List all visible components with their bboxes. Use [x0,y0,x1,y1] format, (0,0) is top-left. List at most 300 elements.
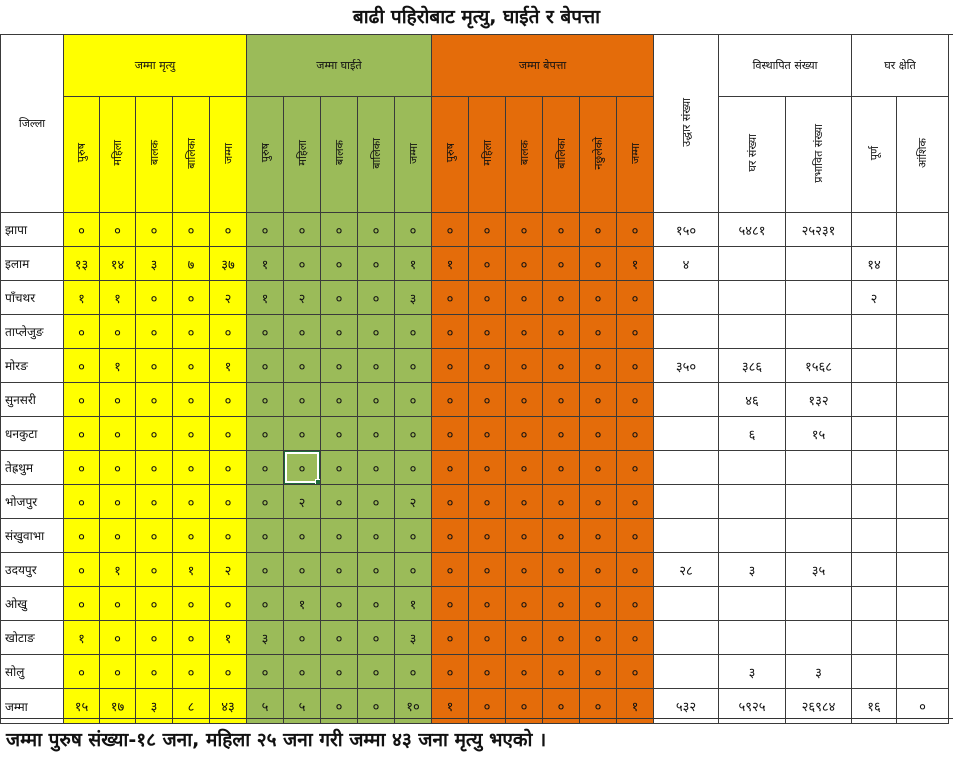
deaths-cell[interactable] [173,417,210,451]
injured-cell[interactable] [284,519,321,553]
deaths-cell[interactable] [173,383,210,417]
houses-cell[interactable] [719,213,786,247]
missing-cell[interactable] [617,655,654,689]
missing-cell[interactable] [469,247,506,281]
injured-cell[interactable] [284,417,321,451]
injured-cell[interactable] [321,383,358,417]
injured-cell[interactable] [358,655,395,689]
missing-cell[interactable] [506,553,543,587]
missing-cell[interactable] [543,247,580,281]
deaths-cell[interactable] [173,621,210,655]
deaths-cell[interactable] [136,553,173,587]
missing-cell[interactable] [617,281,654,315]
affected-cell[interactable] [786,247,852,281]
houses-cell[interactable] [719,417,786,451]
deaths-cell[interactable] [136,349,173,383]
injured-cell[interactable] [395,383,432,417]
full-damage-cell[interactable] [852,383,897,417]
missing-cell[interactable] [617,621,654,655]
deaths-cell[interactable] [136,383,173,417]
houses-cell[interactable] [719,519,786,553]
partial-damage-cell[interactable] [897,315,949,349]
houses-cell[interactable] [719,281,786,315]
missing-cell[interactable] [432,451,469,485]
missing-cell[interactable] [617,383,654,417]
missing-cell[interactable] [469,383,506,417]
missing-cell[interactable] [617,519,654,553]
injured-cell[interactable] [395,349,432,383]
deaths-cell[interactable] [64,451,100,485]
missing-cell[interactable] [469,281,506,315]
rescued-cell[interactable] [654,315,719,349]
injured-cell[interactable] [395,655,432,689]
deaths-cell[interactable] [64,281,100,315]
fill-handle[interactable] [315,479,321,485]
injured-cell[interactable] [321,451,358,485]
affected-cell[interactable] [786,485,852,519]
deaths-cell[interactable] [64,587,100,621]
deaths-cell[interactable] [64,417,100,451]
missing-cell[interactable] [432,383,469,417]
deaths-cell[interactable] [173,655,210,689]
injured-cell[interactable] [395,213,432,247]
deaths-cell[interactable] [173,247,210,281]
deaths-cell[interactable] [100,247,136,281]
missing-cell[interactable] [469,519,506,553]
missing-cell[interactable] [543,383,580,417]
affected-cell[interactable] [786,621,852,655]
missing-cell[interactable] [543,281,580,315]
district-cell[interactable] [1,315,64,349]
injured-cell[interactable] [247,349,284,383]
injured-cell[interactable] [284,213,321,247]
affected-cell[interactable] [786,655,852,689]
rescued-cell[interactable] [654,519,719,553]
affected-cell[interactable] [786,315,852,349]
injured-cell[interactable] [321,587,358,621]
injured-cell[interactable] [395,621,432,655]
injured-cell[interactable] [321,417,358,451]
partial-damage-cell[interactable] [897,349,949,383]
houses-cell[interactable] [719,587,786,621]
missing-cell[interactable] [580,417,617,451]
deaths-cell[interactable] [173,587,210,621]
full-damage-cell[interactable] [852,417,897,451]
injured-cell[interactable] [321,247,358,281]
missing-cell[interactable] [469,315,506,349]
injured-cell[interactable] [358,621,395,655]
partial-damage-cell[interactable] [897,281,949,315]
full-damage-cell[interactable] [852,451,897,485]
injured-cell[interactable] [247,621,284,655]
missing-cell[interactable] [580,383,617,417]
missing-cell[interactable] [543,587,580,621]
deaths-cell[interactable] [210,451,247,485]
missing-cell[interactable] [617,315,654,349]
full-damage-cell[interactable] [852,213,897,247]
deaths-cell[interactable] [100,417,136,451]
injured-cell[interactable] [321,621,358,655]
missing-cell[interactable] [432,519,469,553]
missing-cell[interactable] [580,315,617,349]
rescued-cell[interactable] [654,417,719,451]
district-cell[interactable] [1,247,64,281]
missing-cell[interactable] [580,587,617,621]
missing-cell[interactable] [506,213,543,247]
deaths-cell[interactable] [100,383,136,417]
injured-cell[interactable] [321,349,358,383]
injured-cell[interactable] [247,519,284,553]
partial-damage-cell[interactable] [897,655,949,689]
injured-cell[interactable] [284,383,321,417]
missing-cell[interactable] [506,349,543,383]
missing-cell[interactable] [432,417,469,451]
missing-cell[interactable] [543,417,580,451]
injured-cell[interactable] [321,315,358,349]
missing-cell[interactable] [543,349,580,383]
injured-cell[interactable] [247,655,284,689]
missing-cell[interactable] [617,417,654,451]
deaths-cell[interactable] [136,655,173,689]
rescued-cell[interactable] [654,451,719,485]
injured-cell[interactable] [395,417,432,451]
deaths-cell[interactable] [64,655,100,689]
injured-cell[interactable] [358,587,395,621]
injured-cell[interactable] [358,349,395,383]
missing-cell[interactable] [506,451,543,485]
full-damage-cell[interactable] [852,315,897,349]
injured-cell[interactable] [358,213,395,247]
full-damage-cell[interactable] [852,485,897,519]
missing-cell[interactable] [469,349,506,383]
partial-damage-cell[interactable] [897,587,949,621]
injured-cell[interactable] [284,621,321,655]
missing-cell[interactable] [580,485,617,519]
partial-damage-cell[interactable] [897,247,949,281]
missing-cell[interactable] [617,485,654,519]
rescued-cell[interactable] [654,349,719,383]
missing-cell[interactable] [617,553,654,587]
injured-cell[interactable] [321,485,358,519]
deaths-cell[interactable] [64,553,100,587]
missing-cell[interactable] [506,655,543,689]
deaths-cell[interactable] [210,247,247,281]
missing-cell[interactable] [543,621,580,655]
deaths-cell[interactable] [64,383,100,417]
missing-cell[interactable] [543,553,580,587]
deaths-cell[interactable] [100,519,136,553]
deaths-cell[interactable] [210,587,247,621]
rescued-cell[interactable] [654,587,719,621]
missing-cell[interactable] [432,281,469,315]
injured-cell[interactable] [247,213,284,247]
missing-cell[interactable] [469,485,506,519]
injured-cell[interactable] [358,485,395,519]
injured-cell[interactable] [358,451,395,485]
missing-cell[interactable] [617,213,654,247]
injured-cell[interactable] [358,281,395,315]
district-cell[interactable] [1,383,64,417]
injured-cell[interactable] [358,315,395,349]
injured-cell[interactable] [284,451,321,485]
deaths-cell[interactable] [100,281,136,315]
deaths-cell[interactable] [64,621,100,655]
partial-damage-cell[interactable] [897,383,949,417]
houses-cell[interactable] [719,621,786,655]
district-cell[interactable] [1,349,64,383]
deaths-cell[interactable] [136,587,173,621]
missing-cell[interactable] [580,247,617,281]
missing-cell[interactable] [432,621,469,655]
injured-cell[interactable] [395,587,432,621]
full-damage-cell[interactable] [852,281,897,315]
deaths-cell[interactable] [136,315,173,349]
injured-cell[interactable] [247,247,284,281]
district-cell[interactable] [1,553,64,587]
partial-damage-cell[interactable] [897,621,949,655]
rescued-cell[interactable] [654,655,719,689]
missing-cell[interactable] [543,519,580,553]
missing-cell[interactable] [506,621,543,655]
injured-cell[interactable] [321,213,358,247]
injured-cell[interactable] [284,553,321,587]
missing-cell[interactable] [543,315,580,349]
injured-cell[interactable] [395,281,432,315]
injured-cell[interactable] [395,553,432,587]
full-damage-cell[interactable] [852,621,897,655]
deaths-cell[interactable] [173,485,210,519]
missing-cell[interactable] [469,587,506,621]
missing-cell[interactable] [469,621,506,655]
injured-cell[interactable] [358,553,395,587]
district-cell[interactable] [1,417,64,451]
deaths-cell[interactable] [64,213,100,247]
injured-cell[interactable] [395,451,432,485]
missing-cell[interactable] [580,281,617,315]
missing-cell[interactable] [432,315,469,349]
missing-cell[interactable] [580,655,617,689]
injured-cell[interactable] [395,247,432,281]
houses-cell[interactable] [719,451,786,485]
full-damage-cell[interactable] [852,247,897,281]
full-damage-cell[interactable] [852,655,897,689]
injured-cell[interactable] [247,587,284,621]
full-damage-cell[interactable] [852,587,897,621]
deaths-cell[interactable] [210,553,247,587]
deaths-cell[interactable] [210,281,247,315]
affected-cell[interactable] [786,383,852,417]
missing-cell[interactable] [432,349,469,383]
deaths-cell[interactable] [210,621,247,655]
deaths-cell[interactable] [64,485,100,519]
missing-cell[interactable] [580,349,617,383]
district-cell[interactable] [1,655,64,689]
injured-cell[interactable] [321,655,358,689]
deaths-cell[interactable] [136,417,173,451]
deaths-cell[interactable] [100,655,136,689]
missing-cell[interactable] [580,451,617,485]
injured-cell[interactable] [358,247,395,281]
deaths-cell[interactable] [136,281,173,315]
houses-cell[interactable] [719,315,786,349]
injured-cell[interactable] [358,417,395,451]
injured-cell[interactable] [395,519,432,553]
affected-cell[interactable] [786,417,852,451]
district-cell[interactable] [1,213,64,247]
deaths-cell[interactable] [64,519,100,553]
deaths-cell[interactable] [210,519,247,553]
deaths-cell[interactable] [210,349,247,383]
affected-cell[interactable] [786,519,852,553]
deaths-cell[interactable] [173,281,210,315]
missing-cell[interactable] [580,519,617,553]
deaths-cell[interactable] [100,485,136,519]
deaths-cell[interactable] [100,587,136,621]
deaths-cell[interactable] [100,213,136,247]
partial-damage-cell[interactable] [897,417,949,451]
missing-cell[interactable] [506,315,543,349]
missing-cell[interactable] [432,213,469,247]
rescued-cell[interactable] [654,383,719,417]
missing-cell[interactable] [580,621,617,655]
missing-cell[interactable] [432,655,469,689]
deaths-cell[interactable] [100,349,136,383]
missing-cell[interactable] [617,451,654,485]
rescued-cell[interactable] [654,485,719,519]
injured-cell[interactable] [284,315,321,349]
affected-cell[interactable] [786,349,852,383]
missing-cell[interactable] [432,247,469,281]
injured-cell[interactable] [321,519,358,553]
district-cell[interactable] [1,519,64,553]
houses-cell[interactable] [719,349,786,383]
deaths-cell[interactable] [210,383,247,417]
missing-cell[interactable] [506,247,543,281]
deaths-cell[interactable] [173,451,210,485]
rescued-cell[interactable] [654,247,719,281]
deaths-cell[interactable] [136,519,173,553]
injured-cell[interactable] [358,383,395,417]
missing-cell[interactable] [617,349,654,383]
injured-cell[interactable] [247,417,284,451]
rescued-cell[interactable] [654,553,719,587]
full-damage-cell[interactable] [852,349,897,383]
deaths-cell[interactable] [64,315,100,349]
injured-cell[interactable] [321,553,358,587]
affected-cell[interactable] [786,281,852,315]
missing-cell[interactable] [617,587,654,621]
deaths-cell[interactable] [173,213,210,247]
injured-cell[interactable] [247,451,284,485]
full-damage-cell[interactable] [852,519,897,553]
partial-damage-cell[interactable] [897,451,949,485]
injured-cell[interactable] [247,383,284,417]
injured-cell[interactable] [284,485,321,519]
missing-cell[interactable] [506,485,543,519]
district-cell[interactable] [1,451,64,485]
injured-cell[interactable] [284,247,321,281]
missing-cell[interactable] [469,553,506,587]
injured-cell[interactable] [247,281,284,315]
houses-cell[interactable] [719,655,786,689]
deaths-cell[interactable] [210,417,247,451]
deaths-cell[interactable] [64,349,100,383]
affected-cell[interactable] [786,213,852,247]
rescued-cell[interactable] [654,281,719,315]
deaths-cell[interactable] [173,519,210,553]
affected-cell[interactable] [786,553,852,587]
injured-cell[interactable] [284,349,321,383]
injured-cell[interactable] [395,485,432,519]
injured-cell[interactable] [247,553,284,587]
missing-cell[interactable] [469,213,506,247]
missing-cell[interactable] [543,655,580,689]
missing-cell[interactable] [580,213,617,247]
missing-cell[interactable] [506,587,543,621]
deaths-cell[interactable] [173,349,210,383]
houses-cell[interactable] [719,485,786,519]
deaths-cell[interactable] [136,485,173,519]
missing-cell[interactable] [617,247,654,281]
rescued-cell[interactable] [654,213,719,247]
missing-cell[interactable] [432,553,469,587]
missing-cell[interactable] [506,383,543,417]
deaths-cell[interactable] [210,485,247,519]
deaths-cell[interactable] [136,213,173,247]
injured-cell[interactable] [247,315,284,349]
missing-cell[interactable] [543,451,580,485]
deaths-cell[interactable] [136,621,173,655]
partial-damage-cell[interactable] [897,213,949,247]
district-cell[interactable] [1,485,64,519]
deaths-cell[interactable] [100,553,136,587]
district-cell[interactable] [1,621,64,655]
partial-damage-cell[interactable] [897,485,949,519]
missing-cell[interactable] [506,417,543,451]
deaths-cell[interactable] [173,553,210,587]
injured-cell[interactable] [321,281,358,315]
deaths-cell[interactable] [173,315,210,349]
houses-cell[interactable] [719,553,786,587]
injured-cell[interactable] [358,519,395,553]
deaths-cell[interactable] [210,315,247,349]
rescued-cell[interactable] [654,621,719,655]
injured-cell[interactable] [284,281,321,315]
missing-cell[interactable] [506,519,543,553]
partial-damage-cell[interactable] [897,553,949,587]
missing-cell[interactable] [469,655,506,689]
deaths-cell[interactable] [210,655,247,689]
deaths-cell[interactable] [64,247,100,281]
missing-cell[interactable] [469,417,506,451]
missing-cell[interactable] [580,553,617,587]
missing-cell[interactable] [432,485,469,519]
deaths-cell[interactable] [136,451,173,485]
injured-cell[interactable] [284,655,321,689]
affected-cell[interactable] [786,451,852,485]
injured-cell[interactable] [247,485,284,519]
affected-cell[interactable] [786,587,852,621]
deaths-cell[interactable] [100,621,136,655]
missing-cell[interactable] [506,281,543,315]
missing-cell[interactable] [469,451,506,485]
deaths-cell[interactable] [100,315,136,349]
injured-cell[interactable] [395,315,432,349]
deaths-cell[interactable] [210,213,247,247]
houses-cell[interactable] [719,247,786,281]
missing-cell[interactable] [543,485,580,519]
missing-cell[interactable] [543,213,580,247]
